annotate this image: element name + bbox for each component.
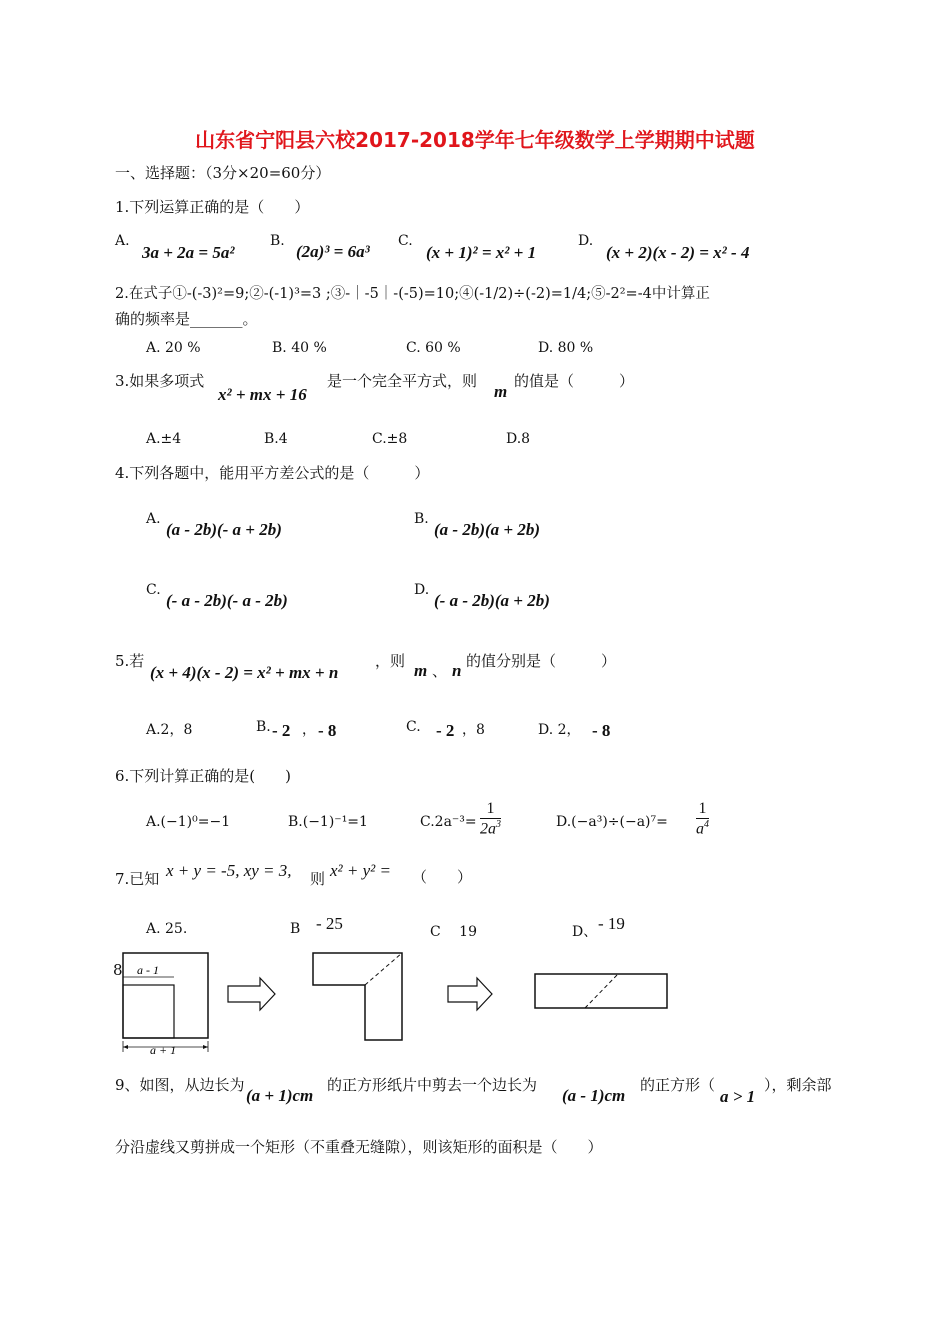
q4-option-b-label: B. xyxy=(414,511,429,527)
arrow-right-icon xyxy=(228,978,275,1010)
q8-figure xyxy=(115,948,695,1060)
question-4-stem: 4.下列各题中，能用平方差公式的是（ ） xyxy=(115,464,430,482)
q1-option-c-expr: (x + 1)² = x² + 1 xyxy=(426,243,537,262)
q5-separator: 、 xyxy=(432,662,448,680)
q5-option-b-value-2: - 8 xyxy=(318,721,337,740)
q4-option-d-expr: (- a - 2b)(a + 2b) xyxy=(434,591,550,610)
inner-square xyxy=(123,985,174,1038)
q2-option-c: C. 60 % xyxy=(406,340,461,356)
label-a-minus-1: a - 1 xyxy=(137,963,159,977)
q9-condition-expr: a > 1 xyxy=(720,1087,756,1106)
question-5-stem-pre: 5.若 xyxy=(115,652,145,670)
q9-inner-side-expr: (a - 1)cm xyxy=(562,1086,626,1105)
q7-given-expr: x + y = -5, xy = 3, xyxy=(166,861,292,880)
q5-option-b-value-1: - 2 xyxy=(272,721,291,740)
q7-option-d-value: - 19 xyxy=(598,914,625,933)
q7-target-expr: x² + y² = xyxy=(330,861,391,880)
q6-option-d-fraction xyxy=(696,800,709,838)
q4-option-a-label: A. xyxy=(146,511,161,527)
q6-option-c-pre: C.2a⁻³= xyxy=(420,814,477,830)
q2-option-b: B. 40 % xyxy=(272,340,327,356)
question-8-number: 8 xyxy=(113,961,123,979)
q6-d-denominator: a xyxy=(696,820,704,838)
q3-option-c: C.±8 xyxy=(372,431,408,447)
question-7-stem-post: （ ） xyxy=(412,868,473,886)
l-shape xyxy=(313,953,402,1040)
rectangle-cut-line xyxy=(585,974,618,1008)
q5-option-b-separator: ， xyxy=(302,722,316,738)
question-5-stem-post: 的值分别是（ ） xyxy=(466,652,617,670)
q6-c-denominator-exp: 3 xyxy=(496,819,501,830)
q6-option-a: A.(−1)⁰=−1 xyxy=(146,814,231,830)
q1-option-a-label: A. xyxy=(115,233,130,249)
question-7-stem-pre: 7.已知 xyxy=(115,870,160,888)
q9-outer-side-expr: (a + 1)cm xyxy=(246,1086,314,1105)
q3-option-a: A.±4 xyxy=(146,431,182,447)
q7-option-b-label: B xyxy=(290,921,301,937)
q6-c-denominator: 2a xyxy=(480,820,496,838)
q4-option-c-label: C. xyxy=(146,582,161,598)
q6-d-denominator-exp: 4 xyxy=(704,819,709,830)
q6-c-numerator: 1 xyxy=(480,800,501,819)
q4-option-a-expr: (a - 2b)(- a + 2b) xyxy=(166,520,282,539)
q5-variable-m: m xyxy=(414,661,428,680)
question-5-stem-mid: ，则 xyxy=(375,652,406,670)
question-9-mid-2: 的正方形（ xyxy=(640,1076,716,1094)
q7-option-a: A. 25. xyxy=(146,921,188,937)
q5-option-a: A.2，8 xyxy=(146,722,193,738)
arrow-right-icon xyxy=(448,978,492,1010)
q5-option-d-label: D. 2， xyxy=(538,722,581,738)
question-2-line-2: 确的频率是_______。 xyxy=(115,310,258,328)
question-3-stem-mid: 是一个完全平方式，则 xyxy=(327,372,478,390)
q2-option-d: D. 80 % xyxy=(538,340,594,356)
q4-option-c-expr: (- a - 2b)(- a - 2b) xyxy=(166,591,288,610)
question-7-stem-mid: 则 xyxy=(310,870,326,888)
question-9-mid-1: 的正方形纸片中剪去一个边长为 xyxy=(327,1076,538,1094)
q3-option-b: B.4 xyxy=(264,431,288,447)
q6-option-b: B.(−1)⁻¹=1 xyxy=(288,814,368,830)
q1-option-d-expr: (x + 2)(x - 2) = x² - 4 xyxy=(606,243,750,262)
q1-option-b-label: B. xyxy=(270,233,285,249)
q3-polynomial-expr: x² + mx + 16 xyxy=(218,385,307,404)
question-9-post: ），剩余部 xyxy=(764,1076,832,1094)
q6-option-c-fraction xyxy=(480,800,501,838)
question-6-stem: 6.下列计算正确的是( ) xyxy=(115,767,292,785)
question-3-stem-post: 的值是（ ） xyxy=(514,372,635,390)
q3-option-d: D.8 xyxy=(506,431,531,447)
q5-option-c-value-2: ，8 xyxy=(462,722,485,738)
q1-option-d-label: D. xyxy=(578,233,594,249)
q7-option-c: C 19 xyxy=(430,924,477,940)
q6-option-d-pre: D.(−a³)÷(−a)⁷= xyxy=(556,814,668,830)
q6-d-numerator: 1 xyxy=(696,800,709,819)
question-9-pre: 9、如图，从边长为 xyxy=(115,1076,245,1094)
q7-option-d-label: D、 xyxy=(572,924,598,940)
question-1-stem: 1.下列运算正确的是（ ） xyxy=(115,198,310,216)
question-2-line-1: 2.在式子①-(-3)²=9;②-(-1)³=3 ;③-｜-5｜-(-5)=10;④(-1/2)÷(-2)=1/4;⑤-2²=-4中计算正 xyxy=(115,286,710,302)
q1-option-a-expr: 3a + 2a = 5a² xyxy=(142,243,235,262)
q3-variable-m: m xyxy=(494,382,508,401)
l-shape-cut-line xyxy=(365,953,402,985)
outer-square xyxy=(123,953,208,1038)
page-title: 山东省宁阳县六校2017-2018学年七年级数学上学期期中试题 xyxy=(195,128,755,152)
q1-option-b-expr: (2a)³ = 6a³ xyxy=(296,242,370,261)
q5-option-d-value: - 8 xyxy=(592,721,611,740)
q5-option-c-value-1: - 2 xyxy=(436,721,455,740)
question-3-stem-pre: 3.如果多项式 xyxy=(115,372,205,390)
q5-variable-n: n xyxy=(452,661,462,680)
question-9-line-2: 分沿虚线又剪拼成一个矩形（不重叠无缝隙），则该矩形的面积是（ ） xyxy=(115,1138,603,1156)
section-heading: 一、选择题：（3分×20=60分） xyxy=(115,164,331,182)
q4-option-b-expr: (a - 2b)(a + 2b) xyxy=(434,520,540,539)
q2-option-a: A. 20 % xyxy=(146,340,201,356)
q1-option-c-label: C. xyxy=(398,233,413,249)
q7-option-b-value: - 25 xyxy=(316,914,343,933)
q5-equation-expr: (x + 4)(x - 2) = x² + mx + n xyxy=(150,663,339,682)
q5-option-b-label: B. xyxy=(256,719,271,735)
q5-option-c-label: C. xyxy=(406,719,421,735)
q4-option-d-label: D. xyxy=(414,582,430,598)
label-a-plus-1: a + 1 xyxy=(150,1043,177,1057)
